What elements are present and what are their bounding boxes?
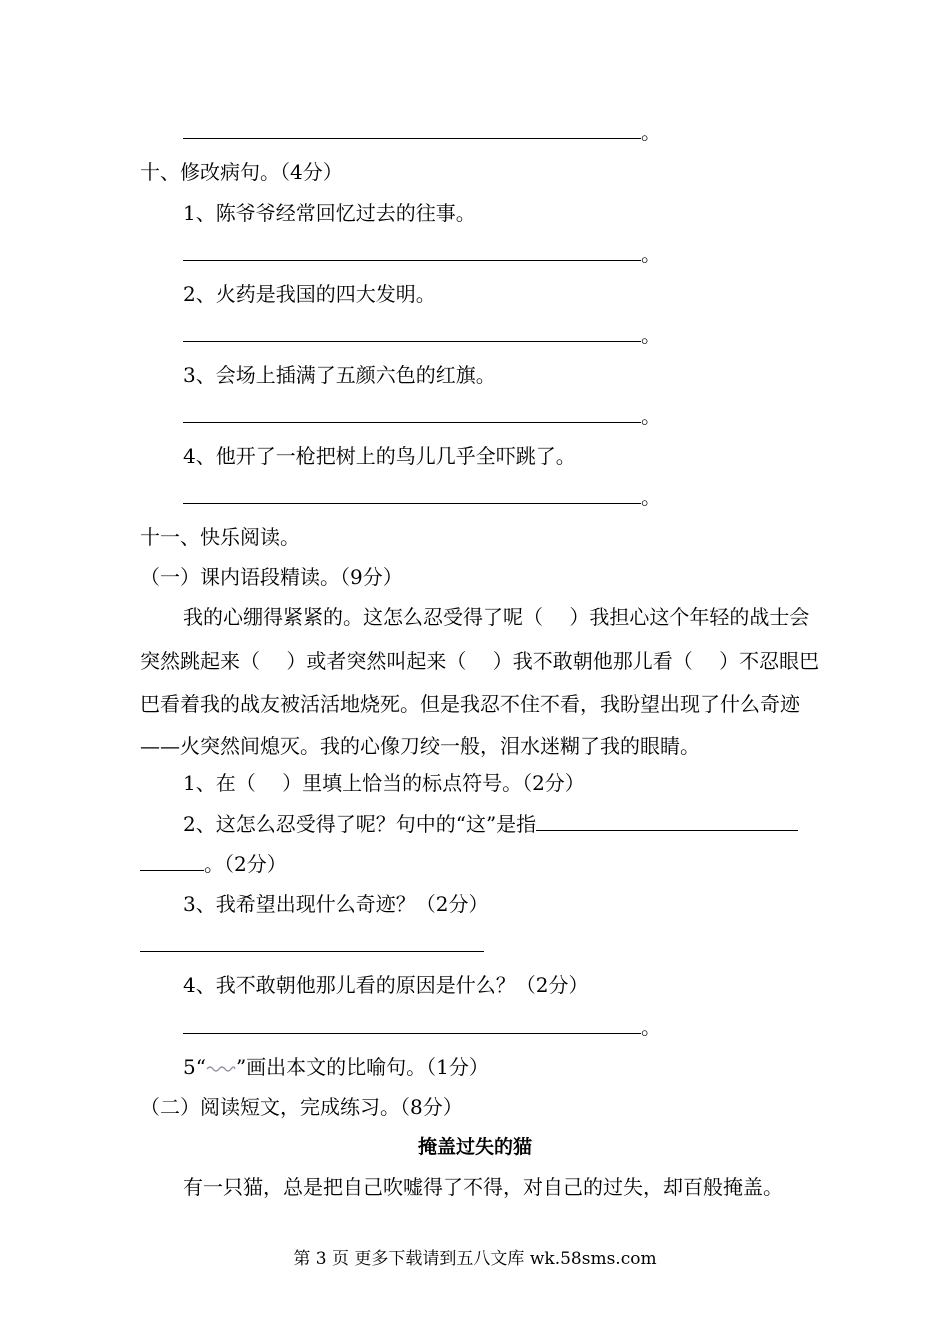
q11-heading: 十一、快乐阅读。 — [140, 525, 300, 549]
reading-q5-prefix: 5“ — [183, 1055, 206, 1079]
page-footer: 第 3 页 更多下载请到五八文库 wk.58sms.com — [293, 1249, 657, 1269]
part2-heading: （二）阅读短文，完成练习。（8分） — [140, 1095, 463, 1119]
period: 。 — [641, 120, 661, 144]
reading-q2 — [183, 810, 798, 838]
period: 。 — [641, 323, 661, 347]
q10-answer-line-3 — [183, 402, 661, 430]
q10-heading: 十、修改病句。（4分） — [140, 160, 343, 184]
blank-rule — [536, 812, 798, 831]
wavy-underline-icon — [206, 1064, 236, 1074]
reading-q1: 1、在（ ）里填上恰当的标点符号。（2分） — [183, 771, 585, 795]
passage-line-2: 突然跳起来（ ）或者突然叫起来（ ）我不敢朝他那儿看（ ）不忍眼巴 — [140, 649, 820, 673]
story-title: 掩盖过失的猫 — [417, 1136, 532, 1158]
blank-rule — [140, 933, 484, 952]
q10-item-2: 2、火药是我国的四大发明。 — [183, 282, 436, 306]
reading-q2-text: 2、这怎么忍受得了呢？句中的“这”是指 — [183, 812, 537, 836]
passage-line-3: 巴看着我的战友被活活地烧死。但是我忍不住不看，我盼望出现了什么奇迹 — [140, 692, 800, 716]
reading-q4: 4、我不敢朝他那儿看的原因是什么？（2分） — [183, 973, 589, 997]
period: 。 — [641, 404, 661, 428]
passage-line-4: ——火突然间熄灭。我的心像刀绞一般，泪水迷糊了我的眼睛。 — [140, 734, 700, 758]
q10-item-1: 1、陈爷爷经常回忆过去的往事。 — [183, 201, 476, 225]
q10-answer-line-2 — [183, 321, 661, 349]
q10-answer-line-1 — [183, 240, 661, 268]
reading-q2-tail: 。（2分） — [204, 852, 287, 876]
period: 。 — [641, 485, 661, 509]
part1-heading: （一）课内语段精读。（9分） — [140, 565, 403, 589]
q10-answer-line-4 — [183, 483, 661, 511]
q10-item-3: 3、会场上插满了五颜六色的红旗。 — [183, 363, 496, 387]
q10-item-4: 4、他开了一枪把树上的鸟儿几乎全吓跳了。 — [183, 444, 576, 468]
period: 。 — [641, 1015, 661, 1039]
blank-rule — [183, 242, 641, 261]
reading-q3-answer-line — [140, 931, 484, 959]
reading-q5-text: ”画出本文的比喻句。（1分） — [235, 1055, 489, 1079]
reading-q5 — [183, 1053, 489, 1081]
blank-rule — [183, 1015, 641, 1034]
passage-line-1: 我的心绷得紧紧的。这怎么忍受得了呢（ ）我担心这个年轻的战士会 — [183, 605, 810, 629]
blank-rule — [183, 120, 641, 139]
reading-q3: 3、我希望出现什么奇迹？（2分） — [183, 892, 489, 916]
reading-q2-continued — [140, 850, 287, 878]
blank-rule — [183, 323, 641, 342]
blank-rule — [183, 485, 641, 504]
blank-rule — [183, 404, 641, 423]
blank-rule — [140, 852, 204, 871]
period: 。 — [641, 242, 661, 266]
answer-line-top — [183, 118, 661, 146]
story-line-1: 有一只猫，总是把自己吹嘘得了不得，对自己的过失，却百般掩盖。 — [183, 1175, 783, 1199]
reading-q4-answer-line — [183, 1013, 661, 1041]
